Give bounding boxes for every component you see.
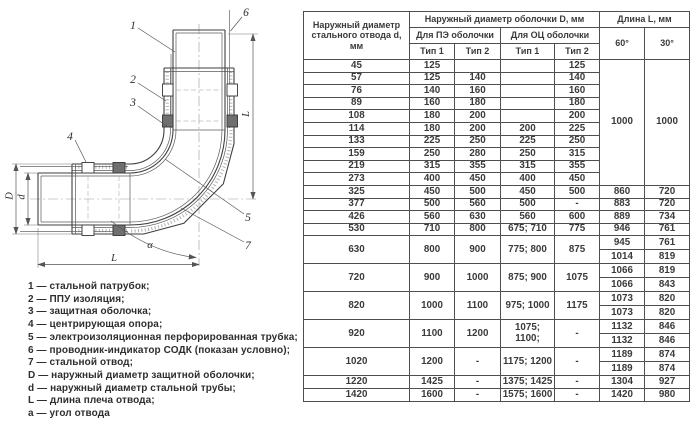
callout-7: 7 <box>245 240 251 252</box>
table-cell: 500 <box>455 185 501 198</box>
table-cell: 1066 <box>600 278 645 292</box>
table-cell: 883 <box>600 198 645 211</box>
table-cell: 1200 <box>410 348 455 376</box>
table-cell: 1189 <box>600 362 645 376</box>
table-cell: 140 <box>555 72 600 85</box>
table-cell: 159 <box>304 148 410 161</box>
table-cell: - <box>555 348 600 376</box>
table-cell: 1073 <box>600 306 645 320</box>
table-cell: 1200 <box>455 320 501 348</box>
table-cell: 1075 <box>555 264 600 292</box>
table-cell: 125 <box>410 60 455 73</box>
table-cell: - <box>555 376 600 389</box>
table-cell: 710 <box>410 223 455 236</box>
table-cell: 1175; 1200 <box>501 348 555 376</box>
table-row <box>304 211 690 224</box>
table-cell: 800 <box>410 236 455 264</box>
table-cell: 630 <box>455 211 501 224</box>
table-cell: - <box>455 348 501 376</box>
header-angle-30: 30° <box>645 28 690 60</box>
callout-4: 4 <box>67 131 73 143</box>
table-cell: 400 <box>501 173 555 186</box>
table-cell: 889 <box>600 211 645 224</box>
dimensions-table <box>303 11 690 402</box>
table-row <box>304 198 690 211</box>
callout-2: 2 <box>130 74 136 86</box>
header-steel-diameter: Наружный диаметр стального отвода d, мм <box>304 12 410 60</box>
table-cell: 426 <box>304 211 410 224</box>
header-casing-diameter-group: Наружный диаметр оболочки D, мм <box>410 12 600 28</box>
table-cell: 377 <box>304 198 410 211</box>
table-cell: 875; 900 <box>501 264 555 292</box>
table-cell: 675; 710 <box>501 223 555 236</box>
table-cell <box>501 110 555 123</box>
table-row <box>304 223 690 236</box>
table-cell: 1575; 1600 <box>501 388 555 401</box>
table-cell: 1375; 1425 <box>501 376 555 389</box>
table-header <box>304 12 690 60</box>
table-cell: 1066 <box>600 264 645 278</box>
casing-insulation-texture <box>75 72 231 231</box>
table-cell: 920 <box>304 320 410 348</box>
table-cell <box>455 60 501 73</box>
table-cell: 1220 <box>304 376 410 389</box>
table-cell: 180 <box>410 122 455 135</box>
table-cell: 450 <box>555 173 600 186</box>
header-type1-oc: Тип 1 <box>501 44 555 60</box>
table-cell: 1304 <box>600 376 645 389</box>
table-cell: 775; 800 <box>501 236 555 264</box>
header-type2-pe: Тип 2 <box>455 44 501 60</box>
table-cell: 1014 <box>600 250 645 264</box>
table-row <box>304 292 690 306</box>
dim-label-alpha: α <box>147 240 153 251</box>
table-cell: - <box>455 388 501 401</box>
table-cell: 133 <box>304 135 410 148</box>
table-cell: 57 <box>304 72 410 85</box>
table-row <box>304 60 690 73</box>
header-type1-pe: Тип 1 <box>410 44 455 60</box>
table-cell: 108 <box>304 110 410 123</box>
legend-item: 7 — стальной отвод; <box>28 357 134 369</box>
table-cell: 140 <box>410 85 455 98</box>
table-cell: - <box>555 320 600 348</box>
table-cell: 1075; 1100; <box>501 320 555 348</box>
table-cell: 1000 <box>645 60 690 186</box>
table-cell: 720 <box>304 264 410 292</box>
table-cell: 775 <box>555 223 600 236</box>
table-cell: 1100 <box>455 292 501 320</box>
table-row <box>304 388 690 401</box>
legend <box>28 281 306 421</box>
table-cell: 500 <box>410 198 455 211</box>
table-cell: 180 <box>555 97 600 110</box>
table-cell: 125 <box>555 60 600 73</box>
table-container <box>303 11 690 402</box>
legend-item: D — наружный диаметр защитной оболочки; <box>28 369 255 381</box>
table-cell: 315 <box>410 160 455 173</box>
legend-item: 4 — центрирующая опора; <box>28 319 163 331</box>
header-oc-casing: Для ОЦ оболочки <box>501 28 600 44</box>
table-cell: 819 <box>645 250 690 264</box>
table-cell: 200 <box>455 122 501 135</box>
table-cell: 450 <box>410 185 455 198</box>
table-cell: 846 <box>645 320 690 334</box>
table-cell: 315 <box>501 160 555 173</box>
table-cell: 140 <box>455 72 501 85</box>
steel-pipe <box>38 30 225 225</box>
table-cell: 761 <box>645 236 690 250</box>
table-cell: 1600 <box>410 388 455 401</box>
table-row <box>304 185 690 198</box>
table-cell: 225 <box>501 135 555 148</box>
header-type2-oc: Тип 2 <box>555 44 600 60</box>
legend-item: a — угол отвода <box>28 408 110 420</box>
table-cell: 530 <box>304 223 410 236</box>
table-cell: 600 <box>555 211 600 224</box>
header-angle-60: 60° <box>600 28 645 60</box>
table-cell: 280 <box>455 148 501 161</box>
table-cell: 450 <box>501 185 555 198</box>
table-cell: 860 <box>600 185 645 198</box>
legend-item: 6 — проводник-индикатор СОДК (показан условно); <box>28 344 291 356</box>
centering-supports <box>82 84 238 236</box>
table-cell: 843 <box>645 278 690 292</box>
sodk-wires <box>20 10 230 232</box>
table-cell: 1000 <box>410 292 455 320</box>
table-cell: 500 <box>501 198 555 211</box>
table-cell <box>501 60 555 73</box>
table-cell: 1132 <box>600 320 645 334</box>
table-cell: 325 <box>304 185 410 198</box>
table-row <box>304 264 690 278</box>
table-cell: 250 <box>501 148 555 161</box>
header-length-group: Длина L, мм <box>600 12 690 28</box>
table-cell <box>501 72 555 85</box>
table-cell: 980 <box>645 388 690 401</box>
table-cell: 820 <box>645 306 690 320</box>
table-cell: 250 <box>455 135 501 148</box>
table-cell: 160 <box>410 97 455 110</box>
table-cell: 1020 <box>304 348 410 376</box>
table-cell: 273 <box>304 173 410 186</box>
table-row <box>304 320 690 334</box>
table-cell: 89 <box>304 97 410 110</box>
table-cell: 560 <box>455 198 501 211</box>
table-cell: 819 <box>645 264 690 278</box>
table-cell: 125 <box>410 72 455 85</box>
table-cell: 1132 <box>600 334 645 348</box>
table-cell: 1420 <box>600 388 645 401</box>
table-cell: 900 <box>455 236 501 264</box>
table-cell: - <box>455 376 501 389</box>
table-cell: 200 <box>501 122 555 135</box>
table-cell: 560 <box>501 211 555 224</box>
dim-label-D: D <box>4 192 16 200</box>
table-cell: 180 <box>410 110 455 123</box>
table-cell: 1073 <box>600 292 645 306</box>
table-row <box>304 376 690 389</box>
table-cell: - <box>555 388 600 401</box>
legend-item: L — длина плеча отвода; <box>28 395 155 407</box>
table-cell: 875 <box>555 236 600 264</box>
table-cell: 400 <box>410 173 455 186</box>
table-cell: 946 <box>600 223 645 236</box>
callout-1: 1 <box>130 20 136 32</box>
legend-item: 5 — электроизоляционная перфорированная трубка; <box>28 331 298 343</box>
table-cell: 1100 <box>410 320 455 348</box>
table-cell: 975; 1000 <box>501 292 555 320</box>
table-cell: 1420 <box>304 388 410 401</box>
table-cell: 874 <box>645 362 690 376</box>
table-cell: 1175 <box>555 292 600 320</box>
table-cell: 250 <box>410 148 455 161</box>
table-cell: 820 <box>645 292 690 306</box>
table-cell: 560 <box>410 211 455 224</box>
legend-item: d — наружный диаметр стальной трубы; <box>28 382 236 394</box>
dim-label-d: d <box>16 194 28 200</box>
table-cell: 160 <box>555 85 600 98</box>
table-cell: 114 <box>304 122 410 135</box>
table-cell: 315 <box>555 148 600 161</box>
table-cell: 200 <box>555 110 600 123</box>
table-cell: 180 <box>455 97 501 110</box>
callouts <box>67 7 252 252</box>
callout-6: 6 <box>243 7 249 19</box>
header-pe-casing: Для ПЭ оболочки <box>410 28 501 44</box>
callout-5: 5 <box>245 212 251 224</box>
table-cell <box>501 85 555 98</box>
legend-item: 1 — стальной патрубок; <box>28 281 150 292</box>
table-cell: 945 <box>600 236 645 250</box>
table-cell: 355 <box>455 160 501 173</box>
elbow-drawing <box>0 0 302 278</box>
table-cell: 820 <box>304 292 410 320</box>
table-cell: 250 <box>555 135 600 148</box>
table-cell: 800 <box>455 223 501 236</box>
table-cell: 225 <box>555 122 600 135</box>
table-cell: 761 <box>645 223 690 236</box>
table-cell: 1000 <box>600 60 645 186</box>
dim-label-L-right: L <box>241 111 252 117</box>
callout-3: 3 <box>130 97 136 109</box>
table-cell: 720 <box>645 198 690 211</box>
table-cell: 500 <box>555 185 600 198</box>
table-cell: 200 <box>455 110 501 123</box>
table-cell: 630 <box>304 236 410 264</box>
table-cell: 225 <box>410 135 455 148</box>
legend-item: 3 — защитная оболочка; <box>28 306 152 318</box>
table-cell: 160 <box>455 85 501 98</box>
table-cell: 1189 <box>600 348 645 362</box>
table-cell: 45 <box>304 60 410 73</box>
table-cell: 450 <box>455 173 501 186</box>
table-cell: 1425 <box>410 376 455 389</box>
table-cell: 846 <box>645 334 690 348</box>
table-cell: 900 <box>410 264 455 292</box>
table-cell: - <box>555 198 600 211</box>
table-body <box>304 60 690 402</box>
table-row <box>304 348 690 362</box>
table-row <box>304 236 690 250</box>
table-cell: 720 <box>645 185 690 198</box>
header-row <box>304 12 690 28</box>
table-cell: 927 <box>645 376 690 389</box>
table-cell: 874 <box>645 348 690 362</box>
legend-item: 2 — ППУ изоляция; <box>28 293 125 305</box>
dim-label-L-bottom: L <box>111 253 117 264</box>
table-cell: 76 <box>304 85 410 98</box>
table-cell: 734 <box>645 211 690 224</box>
table-cell <box>501 97 555 110</box>
table-cell: 219 <box>304 160 410 173</box>
table-cell: 1000 <box>455 264 501 292</box>
table-cell: 355 <box>555 160 600 173</box>
